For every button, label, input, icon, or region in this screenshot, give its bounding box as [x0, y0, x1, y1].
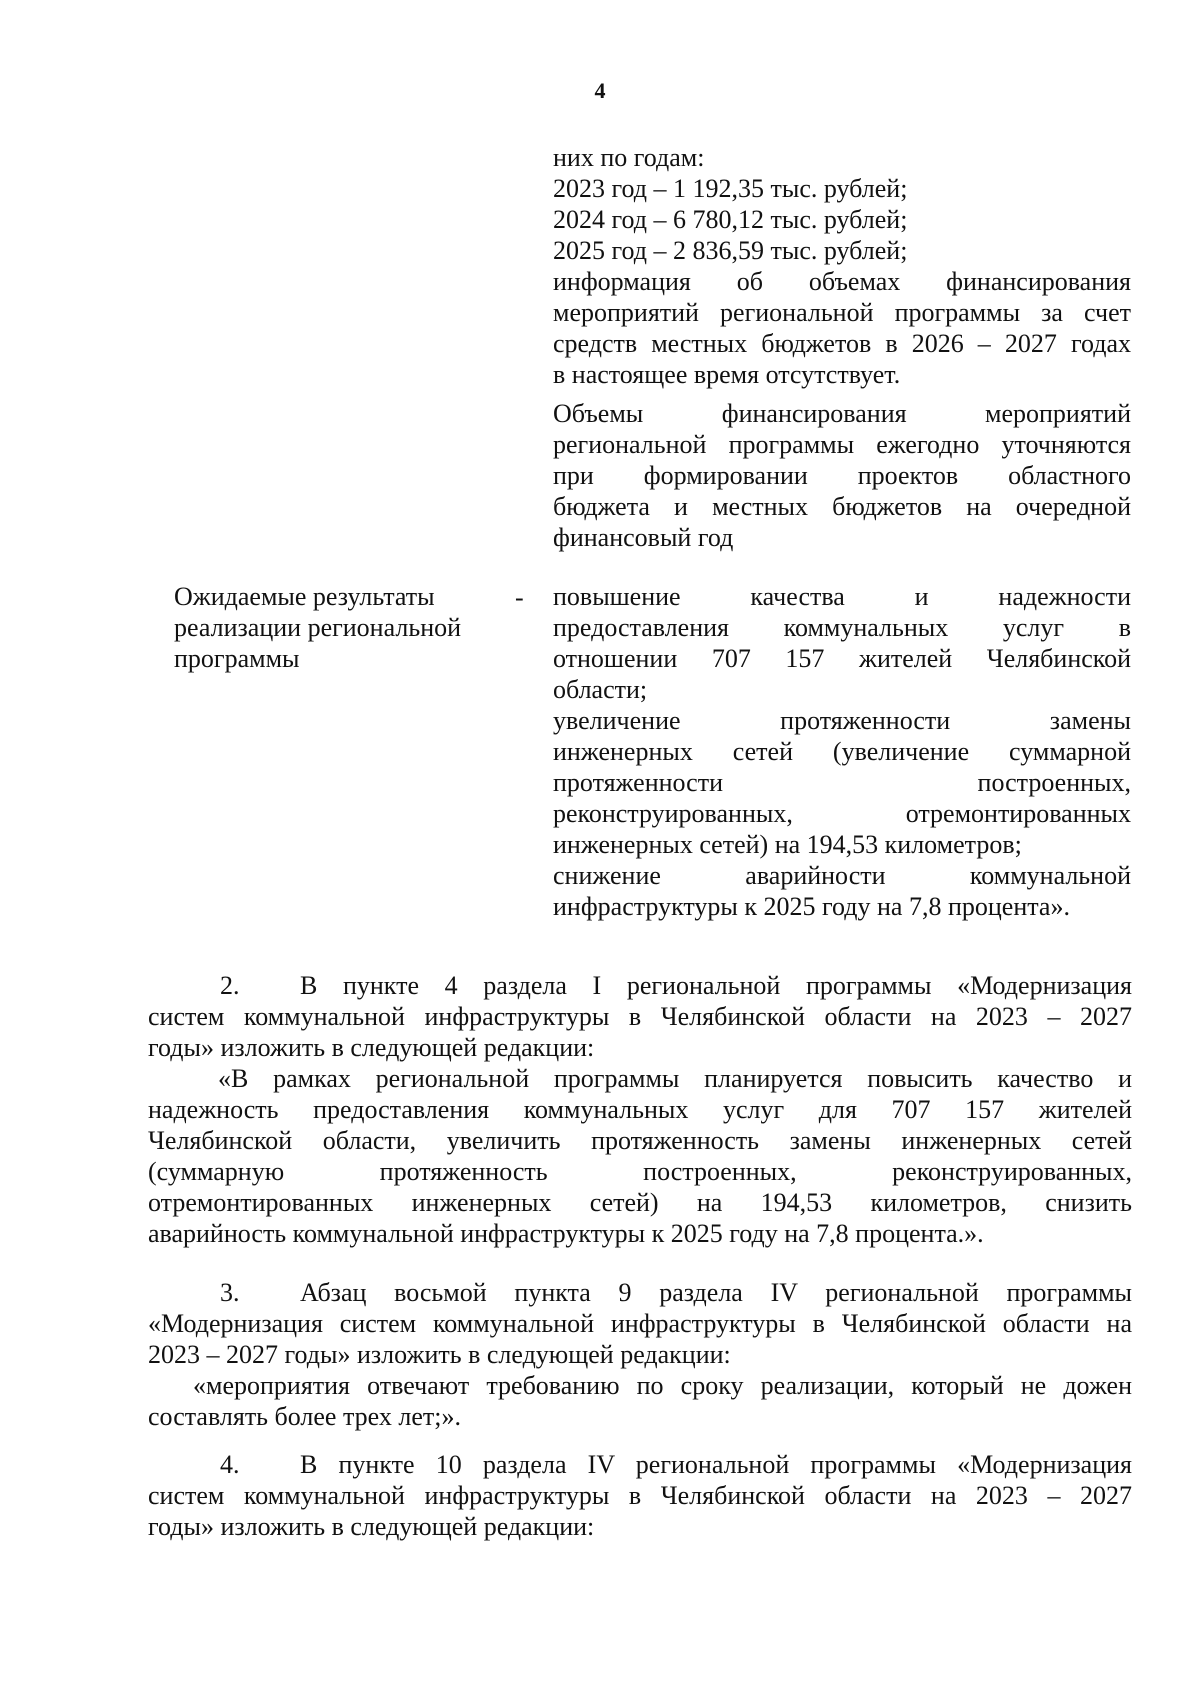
item-first-line	[148, 970, 1132, 1001]
text-line: годы» изложить в следующей редакции:	[148, 1033, 595, 1062]
item-lead-text: В пункте 10 раздела IV региональной программы «Модернизация	[300, 1450, 1132, 1479]
expected-results-value	[553, 581, 1131, 922]
quote-line: (суммарную протяженность построенных, реконструированных,	[148, 1157, 1132, 1186]
item-first-line	[148, 1449, 1132, 1480]
label-line: программы	[174, 644, 300, 673]
quote-first-line: «мероприятия отвечают требованию по сроку реализации, который не дожен	[193, 1371, 1132, 1400]
expected-results-label	[174, 581, 504, 674]
funding-note	[553, 398, 1131, 553]
funding-line: 2025 год – 2 836,59 тыс. рублей;	[553, 236, 908, 265]
text-line: реконструированных, отремонтированных	[553, 799, 1131, 828]
item-4	[148, 1449, 1132, 1542]
text-line: систем коммунальной инфраструктуры в Челябинской области на 2023 – 2027	[148, 1481, 1132, 1510]
text-line: информация об объемах финансирования	[553, 267, 1131, 296]
label-line: реализации региональной	[174, 613, 462, 642]
quote-line: составлять более трех лет;».	[148, 1402, 461, 1431]
text-line: в настоящее время отсутствует.	[553, 360, 901, 389]
item-number: 2.	[220, 971, 240, 1000]
funding-line: 2023 год – 1 192,35 тыс. рублей;	[553, 174, 908, 203]
item-3	[148, 1277, 1132, 1432]
text-line: увеличение протяженности замены	[553, 706, 1131, 735]
quote-line: Челябинской области, увеличить протяженность замены инженерных сетей	[148, 1126, 1132, 1155]
text-line: финансовый год	[553, 523, 734, 552]
quote-line: аварийность коммунальной инфраструктуры к 2025 году на 7,8 процента.».	[148, 1219, 984, 1248]
funding-line: них по годам:	[553, 143, 705, 172]
item-lead-text: В пункте 4 раздела I региональной программы «Модернизация	[300, 971, 1132, 1000]
quote-line: отремонтированных инженерных сетей) на 194,53 километров, снизить	[148, 1188, 1132, 1217]
funding-line: 2024 год – 6 780,12 тыс. рублей;	[553, 205, 908, 234]
text-line: отношении 707 157 жителей Челябинской	[553, 644, 1131, 673]
quote-first-line: «В рамках региональной программы планируется повысить качество и	[218, 1064, 1132, 1093]
text-line: инженерных сетей (увеличение суммарной	[553, 737, 1131, 766]
text-line: инфраструктуры к 2025 году на 7,8 процента».	[553, 892, 1070, 921]
item-first-line	[148, 1277, 1132, 1308]
separator-dash: -	[515, 583, 524, 612]
text-line: 2023 – 2027 годы» изложить в следующей редакции:	[148, 1340, 731, 1369]
text-line: предоставления коммунальных услуг в	[553, 613, 1131, 642]
text-line: «Модернизация систем коммунальной инфраструктуры в Челябинской области на	[148, 1309, 1132, 1338]
item-lead-text: Абзац восьмой пункта 9 раздела IV региональной программы	[300, 1278, 1132, 1307]
text-line: при формировании проектов областного	[553, 461, 1131, 490]
quote-line: надежность предоставления коммунальных услуг для 707 157 жителей	[148, 1095, 1132, 1124]
local-budget-info	[553, 266, 1131, 390]
text-line: региональной программы ежегодно уточняются	[553, 430, 1131, 459]
item-number: 3.	[220, 1278, 240, 1307]
label-line: Ожидаемые результаты	[174, 582, 435, 611]
text-line: повышение качества и надежности	[553, 582, 1131, 611]
text-line: мероприятий региональной программы за счет	[553, 298, 1131, 327]
item-number: 4.	[220, 1450, 240, 1479]
funding-by-years	[553, 142, 1131, 266]
item-2	[148, 970, 1132, 1249]
text-line: области;	[553, 675, 648, 704]
text-line: инженерных сетей) на 194,53 километров;	[553, 830, 1022, 859]
text-line: средств местных бюджетов в 2026 – 2027 годах	[553, 329, 1131, 358]
page-number: 4	[594, 78, 606, 103]
text-line: годы» изложить в следующей редакции:	[148, 1512, 595, 1541]
text-line: систем коммунальной инфраструктуры в Челябинской области на 2023 – 2027	[148, 1002, 1132, 1031]
text-line: снижение аварийности коммунальной	[553, 861, 1131, 890]
text-line: бюджета и местных бюджетов на очередной	[553, 492, 1131, 521]
text-line: Объемы финансирования мероприятий	[553, 399, 1131, 428]
text-line: протяженности построенных,	[553, 768, 1131, 797]
